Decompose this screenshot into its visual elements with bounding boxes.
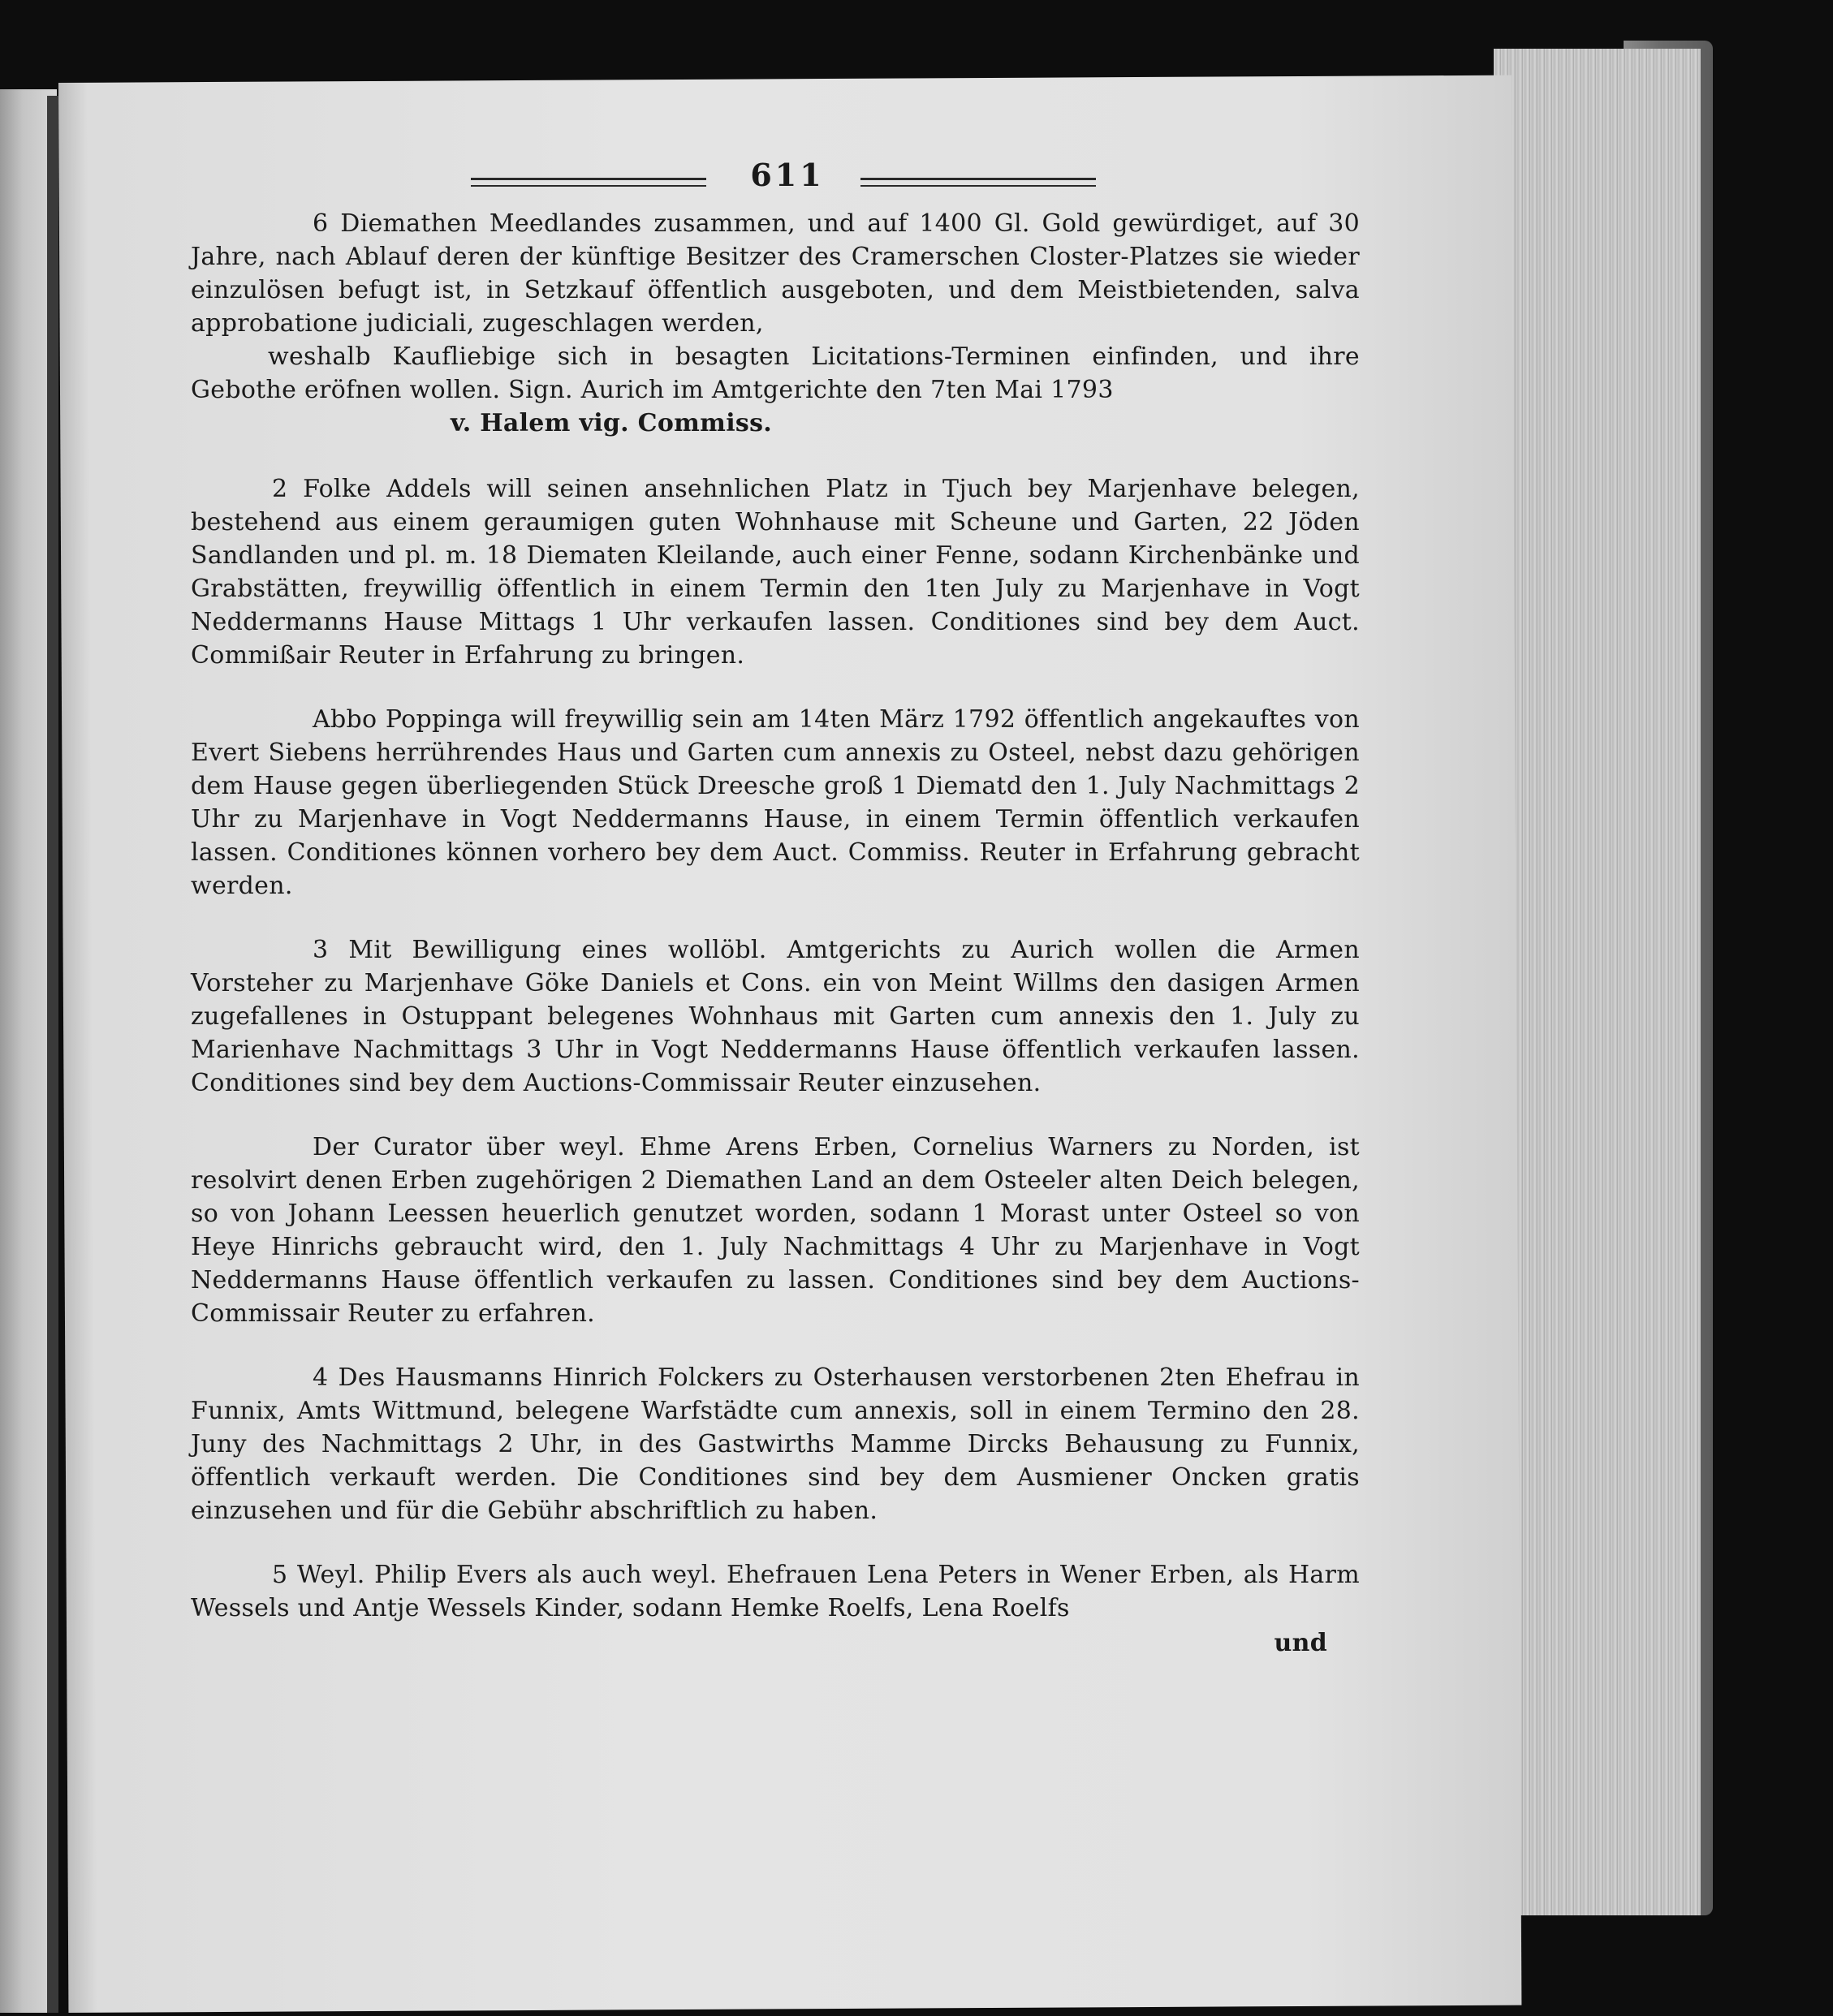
notice-text: Abbo Poppinga will freywillig sein am 14ten März 1792 öffentlich angekauftes von Evert Siebens herrührendes Haus und Garten cum annexis zu Osteel, nebst dazu gehörigen dem Hause gegen überliegenden Stück Dreesche groß 1 Diematd den 1. July Nachmittags 2 Uhr zu Marjenhave in Vogt Neddermanns Hause, in einem Termin öffentlich verkaufen lassen. Conditiones können vorhero bey dem Auct. Commiss. Reuter in Erfahrung gebracht werden. <box>191 705 1360 900</box>
notice-paragraph <box>191 1558 1360 1625</box>
header-rule-right <box>860 178 1096 187</box>
notice-paragraph <box>191 207 1360 440</box>
notice-text: 5 Weyl. Philip Evers als auch weyl. Ehefrauen Lena Peters in Wener Erben, als Harm Wessels und Antje Wessels Kinder, sodann Hemke Roelfs, Lena Roelfs <box>191 1561 1360 1622</box>
notice-text: 4 Des Hausmanns Hinrich Folckers zu Osterhausen verstorbenen 2ten Ehefrau in Funnix, Amts Wittmund, belegene Warfstädte cum annexis, soll in einem Termino den 28. Juny des Nachmittags 2 Uhr, in des Gastwirths Mamme Dircks Behausung zu Funnix, öffentlich verkauft werden. Die Conditiones sind bey dem Ausmiener Oncken gratis einzusehen und für die Gebühr abschriftlich zu haben. <box>191 1363 1360 1525</box>
notice-text: 3 Mit Bewilligung eines wollöbl. Amtgerichts zu Aurich wollen die Armen Vorsteher zu Marjenhave Göke Daniels et Cons. ein von Meint Willms den dasigen Armen zugefallenes in Ostuppant belegenes Wohnhaus mit Garten cum annexis den 1. July zu Marienhave Nachmittags 3 Uhr in Vogt Neddermanns Hause öffentlich verkaufen lassen. Conditiones sind bey dem Auctions-Commissair Reuter einzusehen. <box>191 936 1360 1097</box>
notice-paragraph <box>191 1131 1360 1330</box>
notice-paragraph <box>191 1361 1360 1527</box>
notice-text: Der Curator über weyl. Ehme Arens Erben, Cornelius Warners zu Norden, ist resolvirt denen Erben zugehörigen 2 Diemathen Land an dem Osteeler alten Deich belegen, so von Johann Leessen heuerlich genutzet worden, sodann 1 Morast unter Osteel so von Heye Hinrichs gebraucht wird, den 1. July Nachmittags 4 Uhr zu Marjenhave in Vogt Neddermanns Hause öffentlich verkaufen zu lassen. Conditiones sind bey dem Auctions-Commissair Reuter zu erfahren. <box>191 1133 1360 1328</box>
notice-continuation: weshalb Kaufliebige sich in besagten Licitations-Terminen einfinden, und ihre Gebothe eröfnen wollen. Sign. Aurich im Amtgerichte den 7ten Mai 1793 <box>191 342 1360 404</box>
notice-paragraph <box>191 703 1360 902</box>
notice-paragraph <box>191 933 1360 1100</box>
notice-text: 6 Diemathen Meedlandes zusammen, und auf 1400 Gl. Gold gewürdiget, auf 30 Jahre, nach Ablauf deren der künftige Besitzer des Cramerschen Closter-Platzes sie wieder einzulösen befugt ist, in Setzkauf öffentlich ausgeboten, und dem Meistbietenden, salva approbatione judiciali, zugeschlagen werden, <box>191 209 1360 338</box>
book-gutter <box>47 96 58 2013</box>
page-number: 611 <box>750 157 825 193</box>
notice-signature: v. Halem vig. Commiss. <box>451 409 773 437</box>
catchword: und <box>1274 1629 1327 1657</box>
notice-paragraph <box>191 472 1360 672</box>
page-header <box>191 158 1360 207</box>
page-block-edge <box>1494 49 1701 1915</box>
header-rule-left <box>471 178 706 187</box>
page-content <box>191 158 1360 1660</box>
notice-text: 2 Folke Addels will seinen ansehnlichen Platz in Tjuch bey Marjenhave belegen, bestehend aus einem geraumigen guten Wohnhause mit Scheune und Garten, 22 Jöden Sandlanden und pl. m. 18 Diematen Kleilande, auch einer Fenne, sodann Kirchenbänke und Grabstätten, freywillig öffentlich in einem Termin den 1ten July zu Marjenhave in Vogt Neddermanns Hause Mittags 1 Uhr verkaufen lassen. Conditiones sind bey dem Auct. Commißair Reuter in Erfahrung zu bringen. <box>191 475 1360 670</box>
